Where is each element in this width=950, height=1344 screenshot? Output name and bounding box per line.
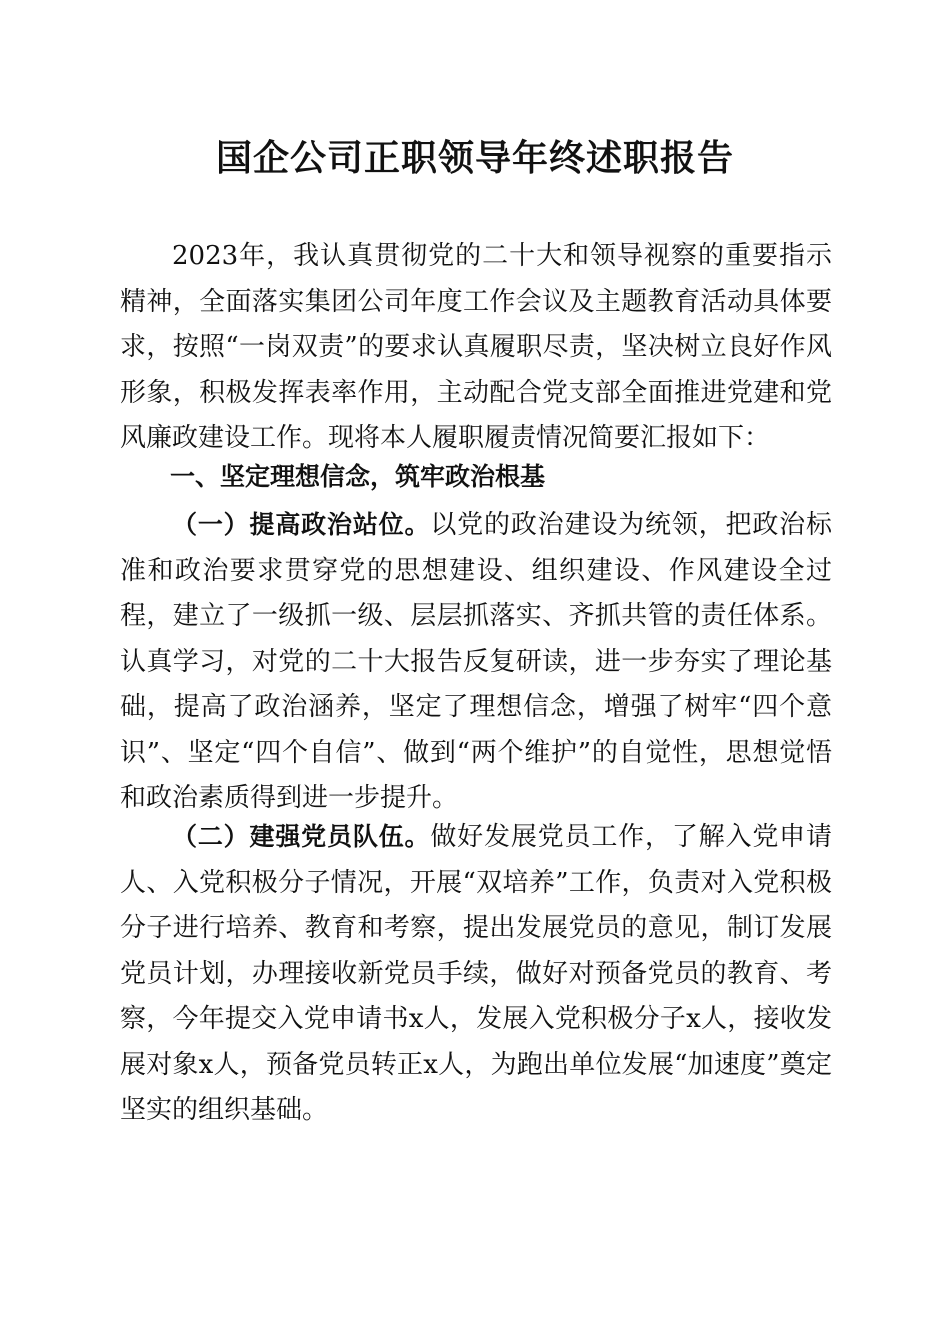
document-title: 国企公司正职领导年终述职报告 [215,137,734,179]
item-1-text: 以党的政治建设为统领，把政治标准和政治要求贯穿党的思想建设、组织建设、作风建设全过程，建立了一级抓一级、层层抓落实、齐抓共管的责任体系。认真学习，对党的二十大报告反复研读，进一步夯实了理论基础，提高了政治涵养，坚定了理想信念，增强了树牢“四个意识”、坚定“四个自信”、做到“两个维护”的自觉性，思想觉悟和政治素质得到进一步提升。 [120,510,832,813]
item-2-text: 做好发展党员工作，了解入党申请人、入党积极分子情况，开展“双培养”工作，负责对入党积极分子进行培养、教育和考察，提出发展党员的意见，制订发展党员计划，办理接收新党员手续，做好对预备党员的教育、考察，今年提交入党申请书x人，发展入党积极分子x人，接收发展对象x人，预备党员转正x人，为跑出单位发展“加速度”奠定坚实的组织基础。 [120,822,832,1125]
item-1-lead: （一）提高政治站位。 [172,510,431,539]
item-2-paragraph [120,814,832,1134]
item-1-paragraph [120,502,832,822]
intro-paragraph: 2023年，我认真贯彻党的二十大和领导视察的重要指示精神，全面落实集团公司年度工作会议及主题教育活动具体要求，按照“一岗双责”的要求认真履职尽责，坚决树立良好作风形象，积极发挥表率作用，主动配合党支部全面推进党建和党风廉政建设工作。现将本人履职履责情况简要汇报如下： [120,241,832,453]
section-1-heading: 一、坚定理想信念，筑牢政治根基 [170,462,546,491]
item-2-lead: （二）建强党员队伍。 [172,822,431,851]
